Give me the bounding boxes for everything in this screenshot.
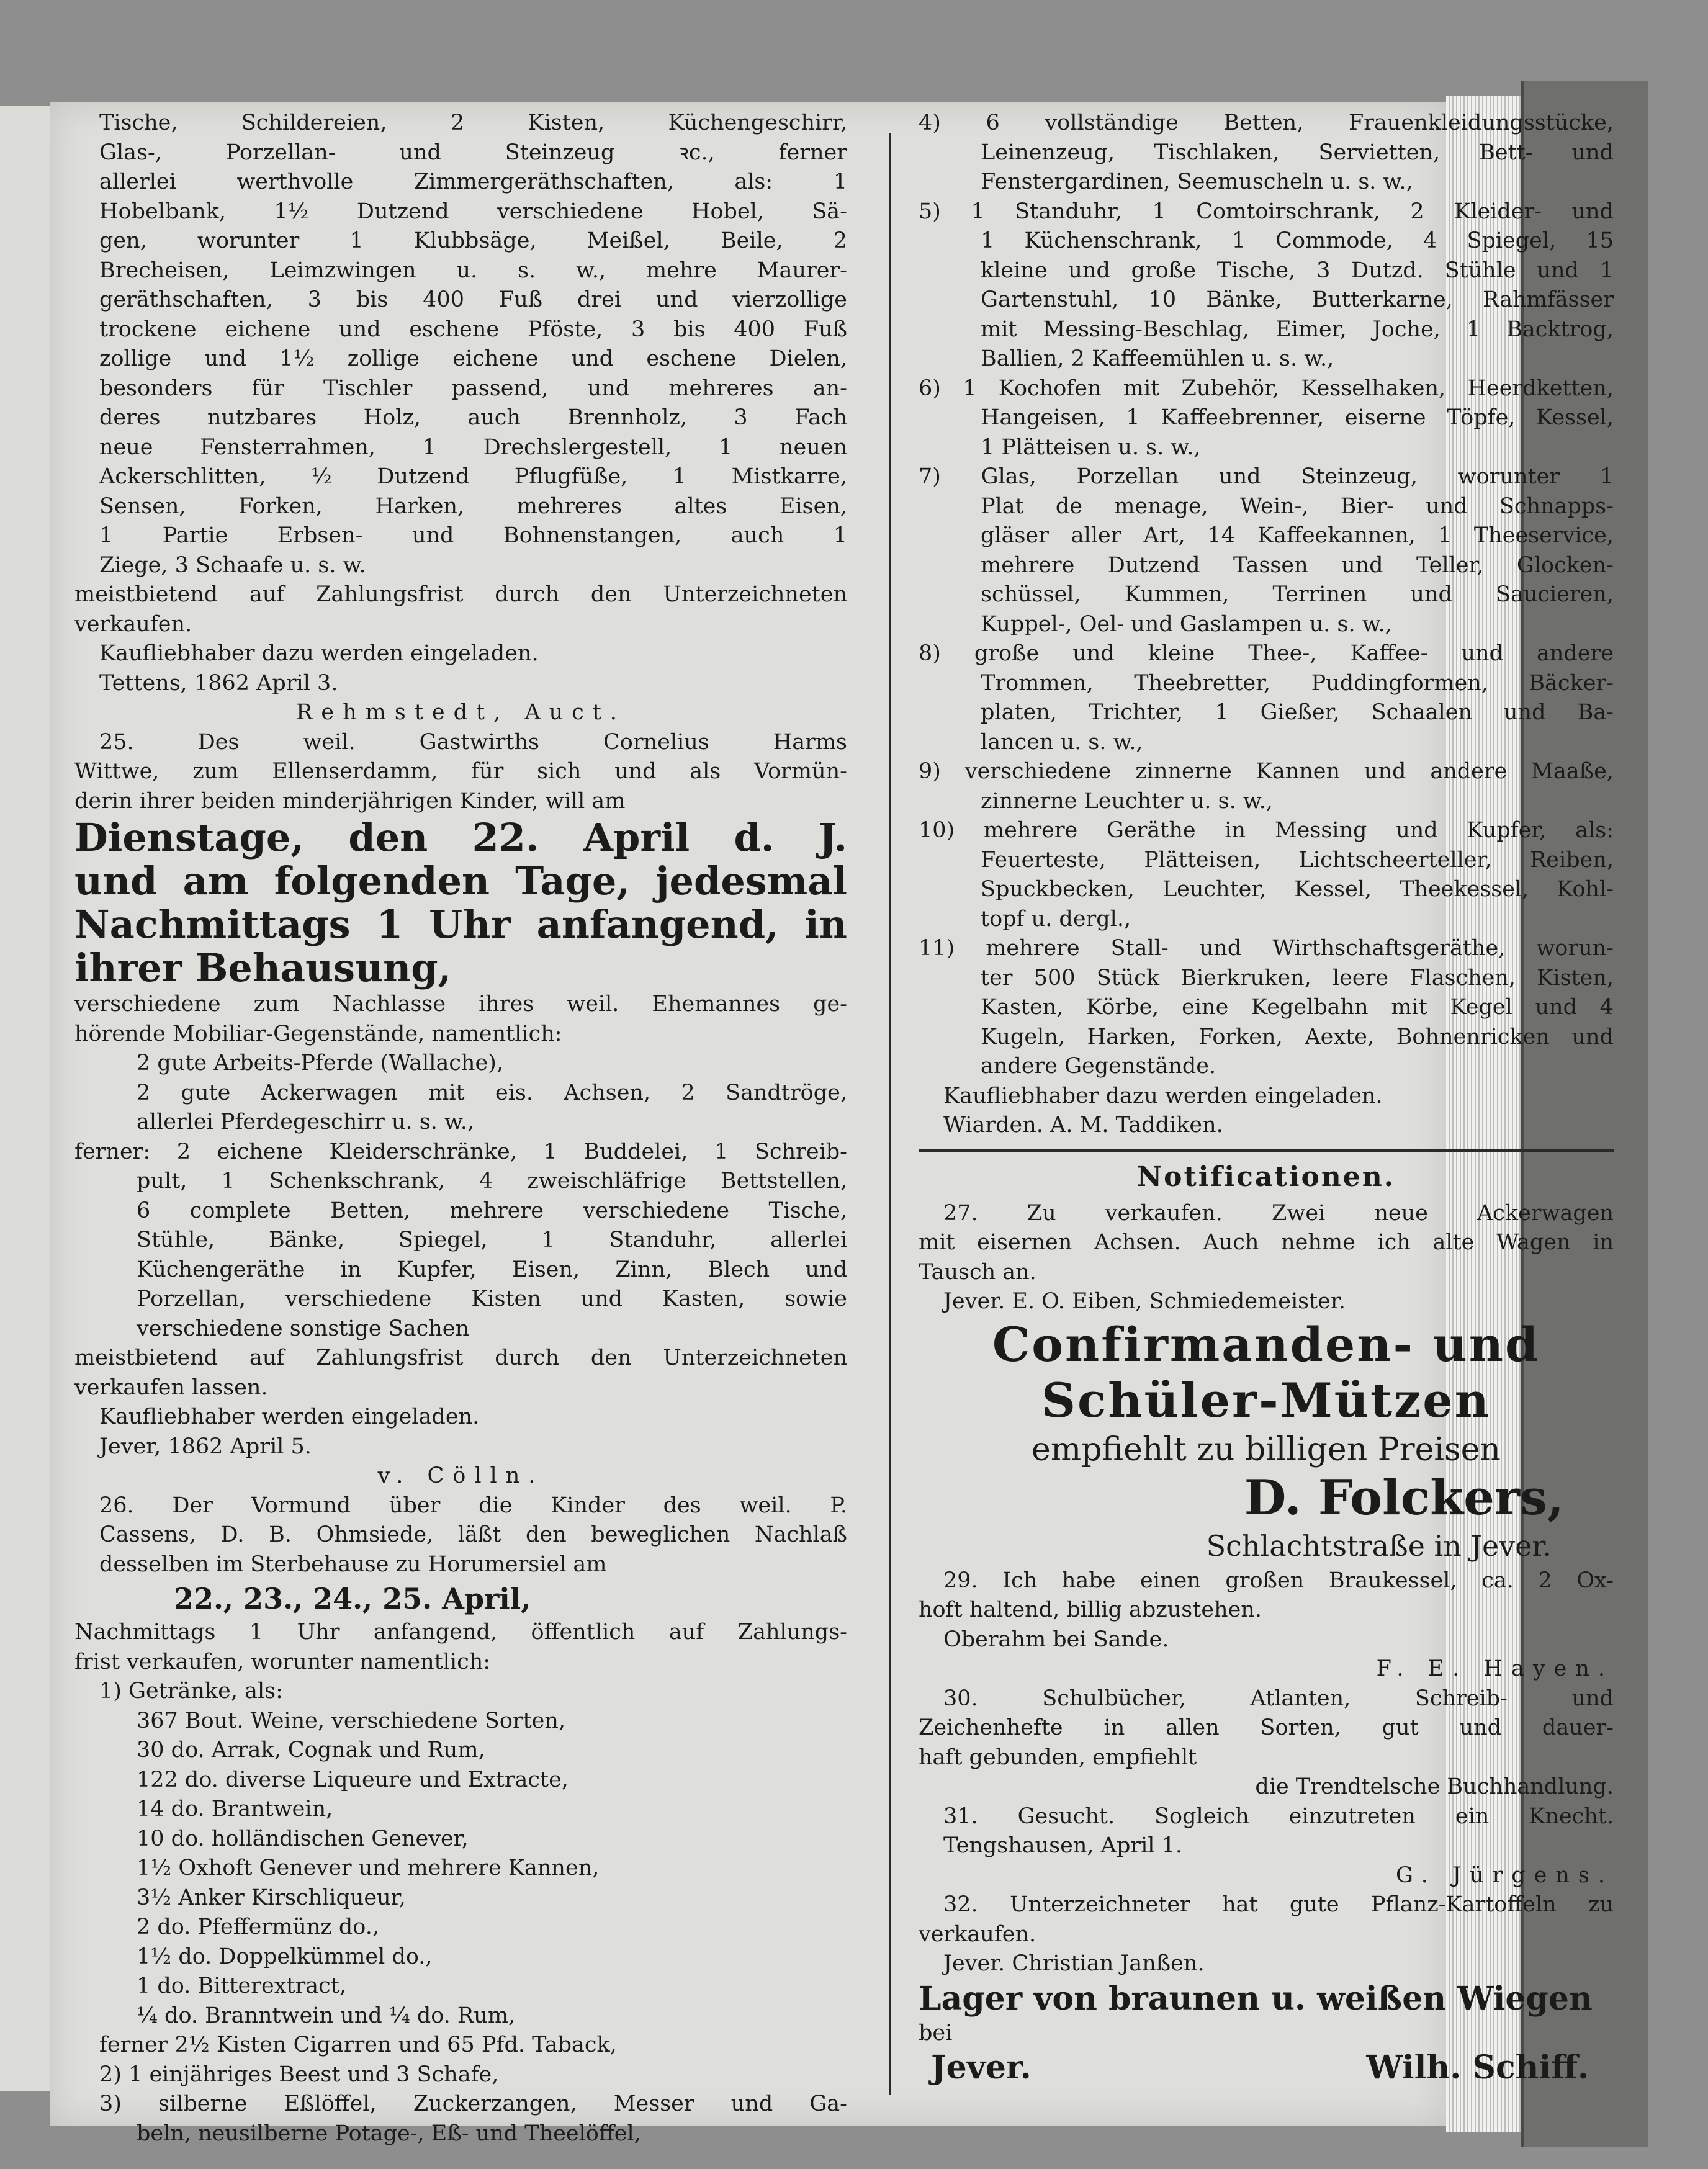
final-ad-bei: bei xyxy=(919,2020,953,2046)
text-line: Feuerteste, Plätteisen, Lichtscheerteller, Reiben, xyxy=(981,847,1614,873)
text-line: zinnerne Leuchter u. s. w., xyxy=(981,788,1273,814)
text-line: schüssel, Kummen, Terrinen und Saucieren, xyxy=(981,582,1614,607)
left-column xyxy=(74,109,847,2149)
text-line: Hobelbank, 1½ Dutzend verschiedene Hobel, Sä- xyxy=(99,199,847,224)
text-line: und am folgenden Tage, jedesmal xyxy=(74,860,847,903)
text-line: 1 Partie Erbsen- und Bohnenstangen, auch 1 xyxy=(99,523,847,548)
ad-title-line-1: Confirmanden- und xyxy=(992,1316,1540,1372)
text-line: 29. Ich habe einen großen Braukessel, ca. 2 Ox- xyxy=(943,1568,1614,1593)
text-line: trockene eichene und eschene Pföste, 3 bis 400 Fuß xyxy=(99,317,847,342)
text-line: kleine und große Tische, 3 Dutzd. Stühle und 1 xyxy=(981,258,1614,283)
text-line: Jever. Christian Janßen. xyxy=(943,1951,1205,1976)
text-line: ferner: 2 eichene Kleiderschränke, 1 Buddelei, 1 Schreib- xyxy=(74,1139,847,1164)
ad-subtitle: empfiehlt zu billigen Preisen xyxy=(1032,1430,1501,1468)
text-line: Spuckbecken, Leuchter, Kessel, Theekessel, Kohl- xyxy=(981,877,1614,902)
text-line: meistbietend auf Zahlungsfrist durch den Unterzeichneten xyxy=(74,582,847,607)
text-line: ter 500 Stück Bierkruken, leere Flaschen, Kisten, xyxy=(981,965,1614,990)
text-line: Cassens, D. B. Ohmsiede, läßt den beweglichen Nachlaß xyxy=(99,1522,847,1547)
text-line: Jever, 1862 April 5. xyxy=(99,1434,312,1459)
text-line: Nachmittags 1 Uhr anfangend, öffentlich auf Zahlungs- xyxy=(74,1620,847,1645)
text-line: Jever. E. O. Eiben, Schmiedemeister. xyxy=(943,1289,1346,1314)
text-line: Tausch an. xyxy=(919,1259,1036,1285)
text-line: Hangeisen, 1 Kaffeebrenner, eiserne Töpfe, Kessel, xyxy=(981,405,1614,430)
text-line: Kugeln, Harken, Forken, Aexte, Bohnenricken und xyxy=(981,1024,1614,1049)
text-line: allerlei werthvolle Zimmergeräthschaften, als: 1 xyxy=(99,169,847,194)
text-line: 10) mehrere Geräthe in Messing und Kupfer, als: xyxy=(919,818,1614,843)
text-line: deres nutzbares Holz, auch Brennholz, 3 Fach xyxy=(99,405,847,430)
text-line: 2) 1 einjähriges Beest und 3 Schafe, xyxy=(99,2062,499,2087)
text-line: mit eisernen Achsen. Auch nehme ich alte Wagen in xyxy=(919,1230,1614,1255)
text-line: 1 Küchenschrank, 1 Commode, 4 Spiegel, 15 xyxy=(981,228,1614,253)
text-line: 6 complete Betten, mehrere verschiedene Tische, xyxy=(137,1198,847,1223)
text-line: Trommen, Theebretter, Puddingformen, Bäcker- xyxy=(981,670,1614,696)
text-line: Zeichenhefte in allen Sorten, gut und dauer- xyxy=(919,1715,1614,1740)
text-line: Kaufliebhaber dazu werden eingeladen. xyxy=(943,1083,1383,1108)
text-line: Porzellan, verschiedene Kisten und Kasten, sowie xyxy=(137,1287,847,1311)
right-column xyxy=(919,109,1614,2088)
text-line: lancen u. s. w., xyxy=(981,729,1143,755)
text-line: 1 do. Bitterextract, xyxy=(137,1974,346,1998)
text-line: 1½ do. Doppelkümmel do., xyxy=(137,1944,433,1969)
final-ad-title: Lager von braunen u. weißen Wiegen xyxy=(919,1979,1593,2018)
text-line: 22., 23., 24., 25. April, xyxy=(174,1582,531,1615)
text-line: 14 do. Brantwein, xyxy=(137,1797,333,1821)
text-line: frist verkaufen, worunter namentlich: xyxy=(74,1649,491,1674)
text-line: 30 do. Arrak, Cognak und Rum, xyxy=(137,1738,485,1763)
text-line: gläser aller Art, 14 Kaffeekannen, 1 Theeservice, xyxy=(981,523,1614,548)
text-line: topf u. dergl., xyxy=(981,906,1131,932)
final-ad-footer xyxy=(919,2048,1614,2088)
text-line: Küchengeräthe in Kupfer, Eisen, Zinn, Blech und xyxy=(137,1257,847,1282)
text-line: 31. Gesucht. Sogleich einzutreten ein Knecht. xyxy=(943,1803,1614,1829)
text-line: Wittwe, zum Ellenserdamm, für sich und als Vormün- xyxy=(74,759,847,784)
previous-page-edge xyxy=(0,106,52,2091)
text-line: verschiedene sonstige Sachen xyxy=(137,1316,470,1341)
text-line: verkaufen. xyxy=(74,611,192,637)
ad-title-line-2: Schüler-Mützen xyxy=(1041,1372,1491,1428)
text-line: F. E. Hayen. xyxy=(1376,1656,1614,1681)
text-line: 1 Plätteisen u. s. w., xyxy=(981,434,1201,460)
text-line: derin ihrer beiden minderjährigen Kinder, will am xyxy=(74,788,626,814)
text-line: 3½ Anker Kirschliqueur, xyxy=(137,1885,406,1910)
column-divider xyxy=(889,133,891,2095)
text-line: hoft haltend, billig abzustehen. xyxy=(919,1597,1262,1622)
text-line: 367 Bout. Weine, verschiedene Sorten, xyxy=(137,1708,566,1733)
text-line: besonders für Tischler passend, und mehreres an- xyxy=(99,375,847,401)
notices-29-32 xyxy=(919,1566,1614,1979)
text-line: 32. Unterzeichneter hat gute Pflanz-Kartoffeln zu xyxy=(943,1892,1614,1917)
text-line: 1) Getränke, als: xyxy=(99,1679,283,1704)
text-line: 1½ Oxhoft Genever und mehrere Kannen, xyxy=(137,1856,600,1880)
text-line: Gartenstuhl, 10 Bänke, Butterkarne, Rahmfässer xyxy=(981,287,1614,312)
text-line: 2 gute Ackerwagen mit eis. Achsen, 2 Sandtröge, xyxy=(137,1080,847,1105)
text-line: Wiarden. A. M. Taddiken. xyxy=(943,1113,1223,1138)
text-line: beln, neusilberne Potage-, Eß- und Theelöffel, xyxy=(137,2121,641,2146)
text-line: zollige und 1½ zollige eichene und eschene Dielen, xyxy=(99,346,847,371)
text-line: pult, 1 Schenkschrank, 4 zweischläfrige Bettstellen, xyxy=(137,1169,847,1193)
text-line: Ziege, 3 Schaafe u. s. w. xyxy=(99,552,366,578)
text-line: Ackerschlitten, ½ Dutzend Pflugfüße, 1 Mistkarre, xyxy=(99,464,847,489)
text-line: ihrer Behausung, xyxy=(74,946,452,990)
text-line: 2 gute Arbeits-Pferde (Wallache), xyxy=(137,1051,503,1076)
text-line: 5) 1 Standuhr, 1 Comtoirschrank, 2 Kleider- und xyxy=(919,199,1614,224)
text-line: haft gebunden, empfiehlt xyxy=(919,1745,1197,1770)
text-line: 3) silberne Eßlöffel, Zuckerzangen, Messer und Ga- xyxy=(99,2091,847,2116)
text-line: ¼ do. Branntwein und ¼ do. Rum, xyxy=(137,2003,516,2028)
text-line: mehrere Dutzend Tassen und Teller, Glocken- xyxy=(981,552,1614,578)
text-line: andere Gegenstände. xyxy=(981,1054,1216,1079)
text-line: 7) Glas, Porzellan und Steinzeug, worunter 1 xyxy=(919,464,1614,489)
text-line: Tettens, 1862 April 3. xyxy=(99,670,338,696)
text-line: 2 do. Pfeffermünz do., xyxy=(137,1915,379,1939)
text-line: verschiedene zum Nachlasse ihres weil. Ehemannes ge- xyxy=(74,992,847,1017)
text-line: 9) verschiedene zinnerne Kannen und andere Maaße, xyxy=(919,759,1614,784)
text-line: 4) 6 vollständige Betten, Frauenkleidungsstücke, xyxy=(919,110,1614,135)
final-ad-merchant: Wilh. Schiff. xyxy=(1366,2049,1589,2086)
text-line: verkaufen. xyxy=(919,1921,1036,1947)
text-line: Tengshausen, April 1. xyxy=(943,1833,1182,1858)
text-line: Fenstergardinen, Seemuscheln u. s. w., xyxy=(981,169,1413,194)
text-line: 11) mehrere Stall- und Wirthschaftsgeräthe, worun- xyxy=(919,936,1614,961)
text-line: Brecheisen, Leimzwingen u. s. w., mehre Maurer- xyxy=(99,258,847,283)
text-line: 25. Des weil. Gastwirths Cornelius Harms xyxy=(99,729,847,755)
text-line: 26. Der Vormund über die Kinder des weil. P. xyxy=(99,1493,847,1518)
text-line: 8) große und kleine Thee-, Kaffee- und andere xyxy=(919,641,1614,666)
notice-27 xyxy=(919,1199,1614,1317)
text-line: 27. Zu verkaufen. Zwei neue Ackerwagen xyxy=(943,1200,1614,1226)
text-line: Kasten, Körbe, eine Kegelbahn mit Kegel und 4 xyxy=(981,995,1614,1020)
text-line: v. Cölln. xyxy=(377,1463,544,1488)
text-line: Dienstage, den 22. April d. J. xyxy=(74,816,847,860)
notifications-heading: Notificationen. xyxy=(1136,1161,1396,1193)
text-line: hörende Mobiliar-Gegenstände, namentlich: xyxy=(74,1021,562,1046)
text-line: Plat de menage, Wein-, Bier- und Schnapps- xyxy=(981,493,1614,519)
ad-merchant-name: D. Folckers, xyxy=(1244,1469,1564,1526)
text-line: Tische, Schildereien, 2 Kisten, Küchengeschirr, xyxy=(99,110,847,135)
text-line: Ballien, 2 Kaffeemühlen u. s. w., xyxy=(981,346,1334,371)
text-line: Kuppel-, Oel- und Gaslampen u. s. w., xyxy=(981,611,1392,637)
text-line: Glas-, Porzellan- und Steinzeug ꝛc., ferner xyxy=(99,140,847,165)
text-line: die Trendtelsche Buchhandlung. xyxy=(1255,1774,1614,1799)
text-line: geräthschaften, 3 bis 400 Fuß drei und vierzollige xyxy=(99,287,847,312)
text-line: 6) 1 Kochofen mit Zubehör, Kesselhaken, Heerdketten, xyxy=(919,375,1614,401)
text-line: Kaufliebhaber werden eingeladen. xyxy=(99,1404,480,1429)
text-line: verkaufen lassen. xyxy=(74,1375,268,1400)
auction-item-list xyxy=(919,109,1614,1141)
section-rule xyxy=(919,1149,1614,1152)
final-ad-place: Jever. xyxy=(931,2049,1032,2086)
text-line: 122 do. diverse Liqueure und Extracte, xyxy=(137,1767,569,1792)
text-line: meistbietend auf Zahlungsfrist durch den Unterzeichneten xyxy=(74,1345,847,1370)
text-line: Sensen, Forken, Harken, mehreres altes Eisen, xyxy=(99,493,847,519)
text-line: Rehmstedt, Auct. xyxy=(296,700,626,725)
text-line: desselben im Sterbehause zu Horumersiel am xyxy=(99,1552,607,1577)
text-line: neue Fensterrahmen, 1 Drechslergestell, 1 neuen xyxy=(99,434,847,460)
text-line: Stühle, Bänke, Spiegel, 1 Standuhr, allerlei xyxy=(137,1228,847,1252)
text-line: gen, worunter 1 Klubbsäge, Meißel, Beile, 2 xyxy=(99,228,847,253)
ad-merchant-address: Schlachtstraße in Jever. xyxy=(1206,1529,1552,1563)
text-line: 10 do. holländischen Genever, xyxy=(137,1826,469,1851)
text-line: Kaufliebhaber dazu werden eingeladen. xyxy=(99,641,539,666)
text-line: Leinenzeug, Tischlaken, Servietten, Bett- und xyxy=(981,140,1614,165)
text-line: ferner 2½ Kisten Cigarren und 65 Pfd. Taback, xyxy=(99,2032,617,2057)
text-line: platen, Trichter, 1 Gießer, Schaalen und Ba- xyxy=(981,700,1614,725)
text-line: Nachmittags 1 Uhr anfangend, in xyxy=(74,903,847,946)
text-line: mit Messing-Beschlag, Eimer, Joche, 1 Backtrog, xyxy=(981,317,1614,342)
text-line: G. Jürgens. xyxy=(1395,1862,1614,1888)
text-line: Oberahm bei Sande. xyxy=(943,1627,1169,1652)
text-line: 30. Schulbücher, Atlanten, Schreib- und xyxy=(943,1686,1614,1711)
text-line: allerlei Pferdegeschirr u. s. w., xyxy=(137,1110,475,1134)
